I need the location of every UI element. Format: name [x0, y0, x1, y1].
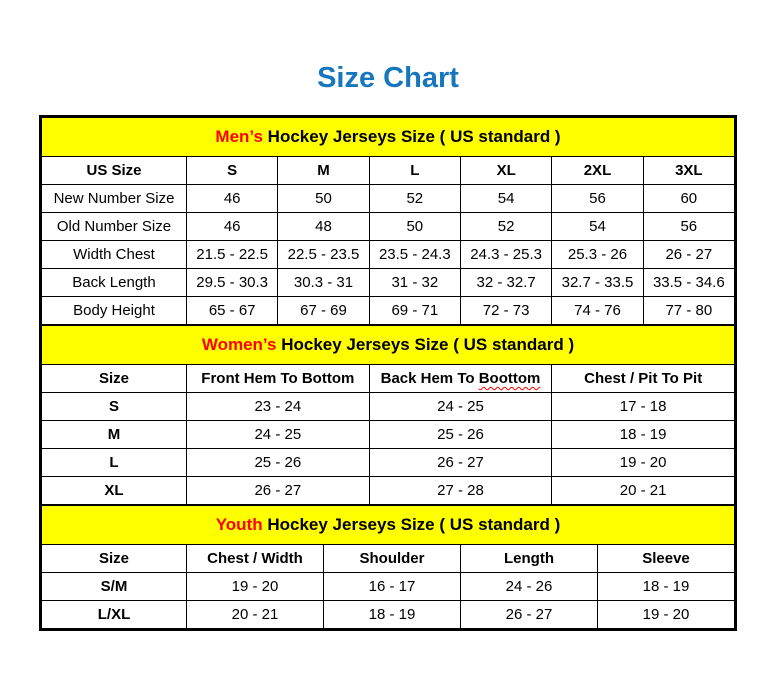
womens-row-label: XL	[42, 477, 187, 505]
page-title: Size Chart	[317, 62, 459, 94]
youth-table-row	[42, 573, 735, 601]
youth-section-title-highlight: Youth	[215, 515, 263, 534]
womens-row-label: S	[42, 393, 187, 421]
mens-column-header: US Size	[42, 157, 187, 185]
mens-value-cell: 72 - 73	[460, 297, 551, 325]
mens-value-cell: 50	[278, 185, 369, 213]
womens-table-row	[42, 449, 735, 477]
youth-section-band-row	[42, 506, 735, 545]
mens-value-cell: 60	[643, 185, 734, 213]
youth-value-cell: 18 - 19	[598, 573, 735, 601]
mens-value-cell: 22.5 - 23.5	[278, 241, 369, 269]
youth-size-table	[41, 505, 735, 629]
mens-value-cell: 56	[552, 185, 643, 213]
youth-table-row	[42, 601, 735, 629]
mens-table-row	[42, 213, 735, 241]
mens-value-cell: 32 - 32.7	[460, 269, 551, 297]
womens-table-row	[42, 477, 735, 505]
womens-row-label: L	[42, 449, 187, 477]
womens-value-cell: 27 - 28	[369, 477, 552, 505]
mens-value-cell: 29.5 - 30.3	[187, 269, 278, 297]
mens-column-header: XL	[460, 157, 551, 185]
mens-value-cell: 33.5 - 34.6	[643, 269, 734, 297]
mens-value-cell: 23.5 - 24.3	[369, 241, 460, 269]
mens-row-label: Body Height	[42, 297, 187, 325]
womens-column-header: Front Hem To Bottom	[187, 365, 370, 393]
mens-row-label: Back Length	[42, 269, 187, 297]
womens-header-row	[42, 365, 735, 393]
misspelled-word: Boottom	[478, 370, 541, 387]
womens-table-row	[42, 393, 735, 421]
mens-value-cell: 32.7 - 33.5	[552, 269, 643, 297]
womens-value-cell: 18 - 19	[552, 421, 735, 449]
mens-value-cell: 54	[460, 185, 551, 213]
womens-section-title: Women’s Hockey Jerseys Size ( US standard )	[42, 326, 735, 365]
youth-row-label: S/M	[42, 573, 187, 601]
mens-column-header: 2XL	[552, 157, 643, 185]
mens-value-cell: 56	[643, 213, 734, 241]
womens-value-cell: 20 - 21	[552, 477, 735, 505]
womens-column-header: Back Hem To Boottom	[369, 365, 552, 393]
mens-column-header: L	[369, 157, 460, 185]
youth-column-header: Chest / Width	[187, 545, 324, 573]
mens-value-cell: 50	[369, 213, 460, 241]
mens-header-row	[42, 157, 735, 185]
mens-section-band-row	[42, 118, 735, 157]
youth-value-cell: 19 - 20	[187, 573, 324, 601]
mens-value-cell: 46	[187, 185, 278, 213]
mens-value-cell: 52	[460, 213, 551, 241]
mens-value-cell: 26 - 27	[643, 241, 734, 269]
mens-size-table	[41, 117, 735, 325]
youth-row-label: L/XL	[42, 601, 187, 629]
womens-value-cell: 17 - 18	[552, 393, 735, 421]
youth-value-cell: 19 - 20	[598, 601, 735, 629]
mens-column-header: M	[278, 157, 369, 185]
mens-row-label: Old Number Size	[42, 213, 187, 241]
womens-column-header: Size	[42, 365, 187, 393]
womens-section-title-highlight: Women’s	[201, 335, 277, 354]
mens-value-cell: 24.3 - 25.3	[460, 241, 551, 269]
womens-table-row	[42, 421, 735, 449]
youth-value-cell: 26 - 27	[461, 601, 598, 629]
mens-value-cell: 69 - 71	[369, 297, 460, 325]
womens-value-cell: 23 - 24	[187, 393, 370, 421]
womens-value-cell: 19 - 20	[552, 449, 735, 477]
womens-section-band-row	[42, 326, 735, 365]
youth-value-cell: 16 - 17	[324, 573, 461, 601]
youth-value-cell: 18 - 19	[324, 601, 461, 629]
mens-table-row	[42, 269, 735, 297]
mens-table-row	[42, 241, 735, 269]
mens-value-cell: 21.5 - 22.5	[187, 241, 278, 269]
youth-column-header: Sleeve	[598, 545, 735, 573]
youth-column-header: Shoulder	[324, 545, 461, 573]
mens-row-label: Width Chest	[42, 241, 187, 269]
mens-value-cell: 77 - 80	[643, 297, 734, 325]
mens-value-cell: 25.3 - 26	[552, 241, 643, 269]
mens-value-cell: 67 - 69	[278, 297, 369, 325]
womens-value-cell: 25 - 26	[369, 421, 552, 449]
mens-value-cell: 52	[369, 185, 460, 213]
mens-table-row	[42, 185, 735, 213]
youth-column-header: Size	[42, 545, 187, 573]
mens-value-cell: 65 - 67	[187, 297, 278, 325]
womens-size-table	[41, 325, 735, 505]
mens-value-cell: 31 - 32	[369, 269, 460, 297]
womens-value-cell: 24 - 25	[187, 421, 370, 449]
womens-row-label: M	[42, 421, 187, 449]
mens-value-cell: 74 - 76	[552, 297, 643, 325]
womens-value-cell: 25 - 26	[187, 449, 370, 477]
youth-header-row	[42, 545, 735, 573]
youth-value-cell: 20 - 21	[187, 601, 324, 629]
mens-column-header: S	[187, 157, 278, 185]
mens-value-cell: 54	[552, 213, 643, 241]
womens-value-cell: 26 - 27	[369, 449, 552, 477]
mens-section-title: Men’s Hockey Jerseys Size ( US standard )	[42, 118, 735, 157]
mens-row-label: New Number Size	[42, 185, 187, 213]
youth-column-header: Length	[461, 545, 598, 573]
mens-table-row	[42, 297, 735, 325]
womens-column-header: Chest / Pit To Pit	[552, 365, 735, 393]
mens-value-cell: 48	[278, 213, 369, 241]
mens-value-cell: 46	[187, 213, 278, 241]
size-chart-tables	[39, 115, 737, 631]
mens-column-header: 3XL	[643, 157, 734, 185]
youth-value-cell: 24 - 26	[461, 573, 598, 601]
womens-value-cell: 24 - 25	[369, 393, 552, 421]
womens-value-cell: 26 - 27	[187, 477, 370, 505]
mens-section-title-highlight: Men’s	[215, 127, 263, 146]
mens-value-cell: 30.3 - 31	[278, 269, 369, 297]
youth-section-title: Youth Hockey Jerseys Size ( US standard )	[42, 506, 735, 545]
